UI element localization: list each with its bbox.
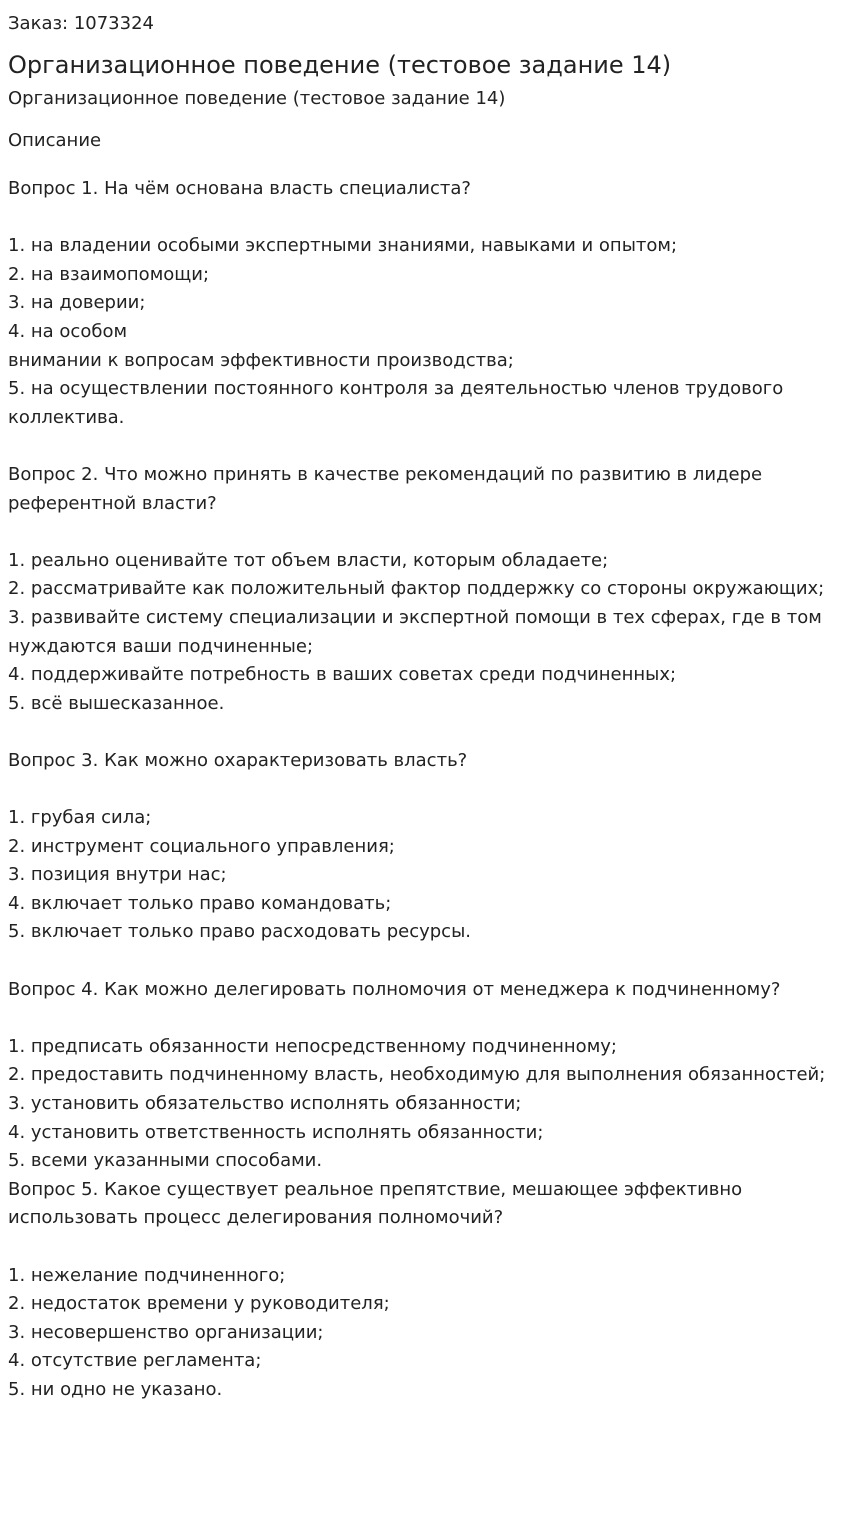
question-line: Вопрос 1. На чём основана власть специалиста? [8,178,471,199]
page-title: Организационное поведение (тестовое задание 14) [8,51,672,79]
answer-line: 3. развивайте систему специализации и экспертной помощи в тех сферах, где в том нуждаются ваши подчиненные; [8,606,822,657]
answer-line: 1. нежелание подчиненного; [8,1264,286,1286]
blank-line [8,947,839,976]
question-line: Вопрос 5. Какое существует реальное препятствие, мешающее эффективно использовать процесс делегирования полномочий? [8,1178,743,1229]
blank-line [8,204,839,233]
answer-line: 2. предоставить подчиненному власть, необходимую для выполнения обязанностей; [8,1064,826,1086]
answer-line: 5. включает только право расходовать ресурсы. [8,921,471,943]
answer-line: 3. несовершенство организации; [8,1321,324,1343]
answer-line: 4. включает только право командовать; [8,892,392,914]
answer-line: 4. на особом [8,320,128,342]
answer-line: 2. рассматривайте как положительный фактор поддержку со стороны окружающих; [8,578,825,600]
answer-line: внимании к вопросам эффективности производства; [8,349,514,371]
blank-line [8,518,839,547]
blank-line [8,432,839,461]
answer-line: 5. на осуществлении постоянного контроля за деятельностью членов трудового коллектива. [8,378,784,428]
description-heading: Описание [8,130,102,151]
answer-line: 1. предписать обязанности непосредственному подчиненному; [8,1035,617,1057]
blank-line [8,1233,839,1262]
question-line: Вопрос 2. Что можно принять в качестве рекомендаций по развитию в лидере референтной власти? [8,463,763,514]
answer-line: 1. реально оценивайте тот объем власти, которым обладаете; [8,549,609,571]
answer-line: 4. отсутствие регламента; [8,1350,262,1372]
question-line: Вопрос 3. Как можно охарактеризовать власть? [8,749,468,771]
answer-line: 5. всеми указанными способами. [8,1150,323,1172]
answer-line: 2. инструмент социального управления; [8,835,395,857]
answer-line: 1. на владении особыми экспертными знаниями, навыками и опытом; [8,235,678,257]
order-number: Заказ: 1073324 [8,13,154,34]
question-line: Вопрос 4. Как можно делегировать полномочия от менеджера к подчиненному? [8,978,781,1000]
blank-line [8,1004,839,1033]
answer-line: 5. ни одно не указано. [8,1378,223,1400]
answer-line: 2. недостаток времени у руководителя; [8,1293,390,1315]
blank-line [8,775,839,804]
description-content [8,175,839,1405]
answer-line: 3. позиция внутри нас; [8,864,227,886]
answer-line: 4. установить ответственность исполнять обязанности; [8,1121,544,1143]
answer-line: 4. поддерживайте потребность в ваших советах среди подчиненных; [8,664,677,686]
answer-line: 5. всё вышесказанное. [8,692,225,714]
answer-line: 1. грубая сила; [8,807,152,829]
blank-line [8,718,839,747]
answer-line: 3. установить обязательство исполнять обязанности; [8,1093,522,1114]
answer-line: 3. на доверии; [8,292,146,314]
page-subtitle: Организационное поведение (тестовое задание 14) [8,88,506,109]
answer-line: 2. на взаимопомощи; [8,263,210,285]
